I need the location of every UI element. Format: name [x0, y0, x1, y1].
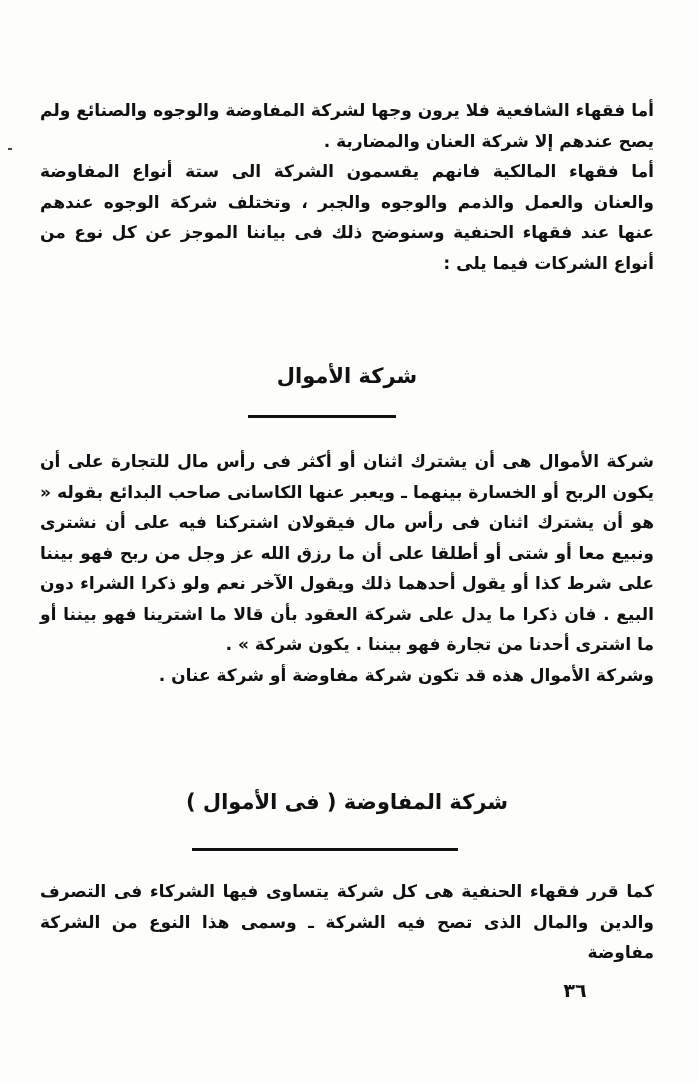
intro-paragraph-1: أما فقهاء الشافعية فلا يرون وجها لشركة المفاوضة والوجوه والصنائع ولم يصح عندهم إلا شركة العنان والمضاربة .: [40, 101, 654, 152]
page-number: ٣٦: [563, 980, 587, 1002]
intro-section: [40, 96, 654, 279]
section-title-amwal: شركة الأموال: [276, 364, 418, 388]
section-divider-mufawada: [192, 848, 458, 851]
section-amwal-body: [40, 447, 654, 691]
margin-mark: [8, 148, 12, 150]
intro-paragraph-2: أما فقهاء المالكية فانهم يقسمون الشركة الى ستة أنواع المفاوضة والعنان والعمل والذمم والوجوه والجبر ، وتختلف شركة الوجوه عندهم عنها عند فقهاء الحنفية وسنوضح ذلك فى بياننا الموجز عن كل نوع من أنواع الشركات فيما يلى :: [40, 162, 654, 274]
mufawada-paragraph-1: كما قرر فقهاء الحنفية هى كل شركة يتساوى فيها الشركاء فى التصرف والدين والمال الذى تصح فيه الشركة ـ وسمى هذا النوع من الشركة مفاوضة: [40, 882, 654, 963]
section-title-mufawada: شركة المفاوضة ( فى الأموال ): [185, 790, 509, 814]
amwal-paragraph-2: وشركة الأموال هذه قد تكون شركة مفاوضة أو شركة عنان .: [158, 665, 654, 686]
section-divider-amwal: [248, 415, 396, 418]
section-mufawada-body: [40, 877, 654, 969]
amwal-paragraph-1: شركة الأموال هى أن يشترك اثنان أو أكثر فى رأس مال للتجارة على أن يكون الربح أو الخسارة بينهما ـ ويعبر عنها الكاسانى صاحب البدائع بقوله « هو أن يشترك اثنان فى رأس مال فيقولان اشتركنا فيه على أن نشترى ونبيع معا أو شتى أو أطلقا على أن ما رزق الله عز وجل من ربح فهو بيننا على شرط كذا أو يقول أحدهما ذلك ويقول الآخر نعم ولو ذكرا الشراء دون البيع . فان ذكرا ما يدل على شركة العقود بأن قالا ما اشترينا فهو بيننا أو ما اشترى أحدنا من تجارة فهو بيننا . يكون شركة » .: [40, 452, 654, 655]
